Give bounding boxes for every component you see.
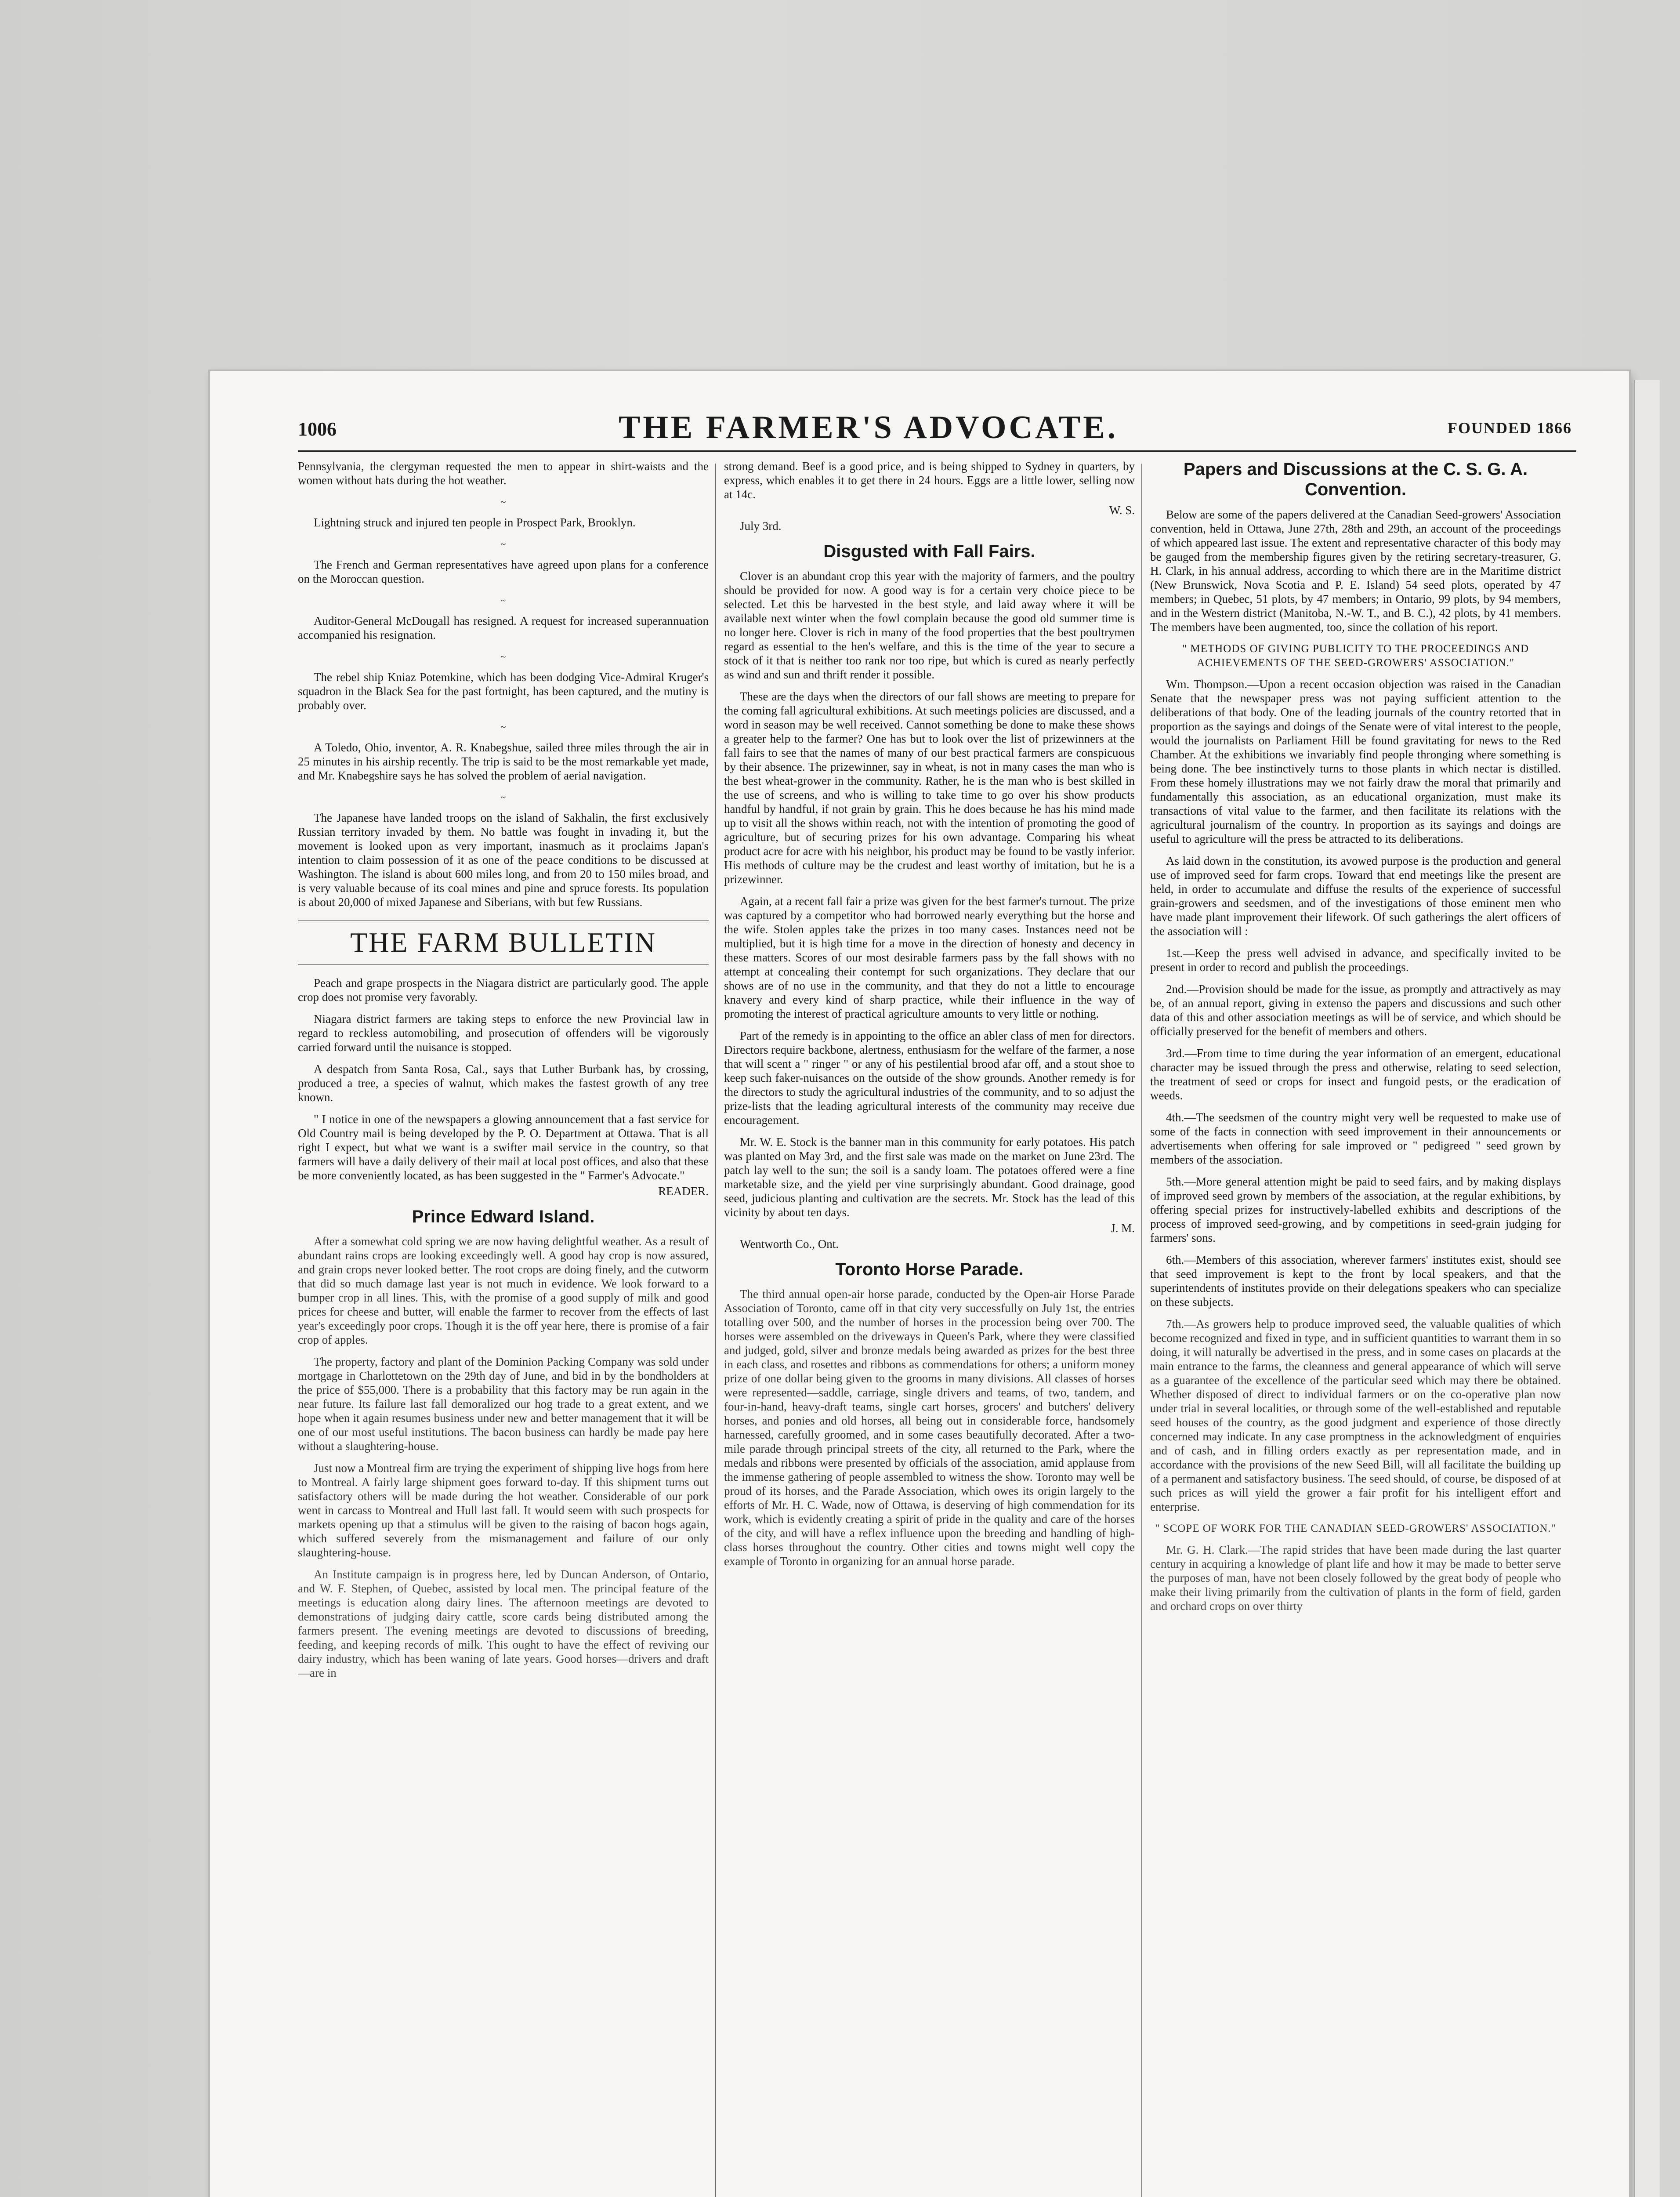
article-paragraph: 5th.—More general attention might be paid to seed fairs, and by making displays of improved seed grown by members of the association, at the regular exhibitions, by offering special prizes for instructively-labelled exhibits and descriptions of the process of improved seed-growing, and by competitions in seed-grain judging for farmers' sons. [1150,1175,1561,1244]
article-paragraph: Mr. W. E. Stock is the banner man in this community for early potatoes. His patch was planted on May 3rd, and the first sale was made on the market on June 23rd. The patch lay well to the sun; the soil is a sandy loam. The potatoes offered were a fine marketable size, and the yield per vine surprisingly abundant. Good drainage, good seed, judicious planting and cultivation are the secrets. Mr. Stock has the lead of this vicinity by about ten days. [724,1135,1135,1219]
news-item: A Toledo, Ohio, inventor, A. R. Knabegshue, sailed three miles through the air in 25 minutes in his airship recently. The trip is said to be the most remarkable yet made, and Mr. Knabegshire says he has solved the problem of aerial navigation. [298,741,709,782]
dateline: July 3rd. [740,519,782,533]
paper-title: THE FARMER'S ADVOCATE. [619,410,1119,446]
news-item: The Japanese have landed troops on the island of Sakhalin, the first exclusively Russian territory invaded by them. No battle was fought in invading it, but the movement is looked upon as very important, inasmuch as it proclaims Japan's intention to claim possession of it as one of the peace conditions to be discussed at Washington. The island is about 600 miles long, and from 20 to 150 miles broad, and is very valuable because of its coal mines and pine and spruce forests. Its population is about 20,000 of mixed Japanese and Siberians, with but few Russians. [298,811,709,909]
founded-line: FOUNDED 1866 [1448,419,1572,437]
section-heading: Prince Edward Island. [412,1207,595,1226]
article-paragraph: 2nd.—Provision should be made for the issue, as promptly and attractively as may be, of an annual report, giving in extenso the papers and discussions and such other data of this and other association meetings as will be of service, and which should be officially preserved for the benefit of members and others. [1150,982,1561,1038]
article-paragraph: 3rd.—From time to time during the year information of an emergent, educational character may be issued through the press and otherwise, relating to seed selection, the treatment of seed or crops for insect and fungoid pests, or the eradication of weeds. [1150,1047,1561,1102]
article-paragraph: The property, factory and plant of the Dominion Packing Company was sold under mortgage in Charlottetown on the 29th day of June, and bid in by the bondholders at the price of $55,000. There is a probability that this factory may be run again in the near future. Its failure last fall demoralized our hog trade to a great extent, and we hope when it again resumes business under new and better management that it will be one of our most useful institutions. The bacon business can hardly be made pay here without a slaughtering-house. [298,1355,709,1453]
signature: W. S. [1109,504,1135,517]
column-divider [1141,464,1142,2197]
article-paragraph: 6th.—Members of this association, wherever farmers' institutes exist, should see that seed improvement is kept to the front by local speakers, and that the superintendents of institutes provide on their delegations speakers who can specialize on these subjects. [1150,1253,1561,1309]
separator-mark: ~ [500,721,506,732]
paper-subheading: " METHODS OF GIVING PUBLICITY TO THE PROCEEDINGS AND ACHIEVEMENTS OF THE SEED-GROWERS' ASSOCIATION." [1182,643,1529,669]
news-item: Lightning struck and injured ten people in Prospect Park, Brooklyn. [314,516,636,529]
news-item: The French and German representatives have agreed upon plans for a conference on the Moroccan question. [298,558,709,585]
article-paragraph: 4th.—The seedsmen of the country might very well be requested to make use of some of the facts in connection with seed improvement in their announcements or advertisements when offering for sale improved or " pedigreed " seed grown by members of the association. [1150,1111,1561,1166]
article-paragraph: The third annual open-air horse parade, conducted by the Open-air Horse Parade Association of Toronto, came off in that city very successfully on July 1st, the entries totalling over 500, and the number of horses in the procession being over 700. The horses were assembled on the driveways in Queen's Park, where they were classified and judged, gold, silver and bronze medals being awarded as prizes for the best three in each class, and rosettes and ribbons as commendations for others; a uniform money prize of one dollar being given to the grooms in many divisions. All classes of horses were represented—saddle, carriage, single drivers and teams, of two, tandem, and four-in-hand, heavy-draft teams, single cart horses, grocers' and butchers' delivery horses, and ponies and old horses, all being out in considerable force, handsomely harnessed, carefully groomed, and in some cases beautifully decorated. After a two-mile parade through principal streets of the city, all returned to the Park, where the medals and ribbons were presented by officials of the association, amid applause from the immense gathering of people assembled to witness the show. Toronto may well be proud of its horses, and the Parade Association, which owes its origin largely to the efforts of Mr. H. C. Wade, now of Ottawa, is deserving of high commendation for its work, which is evidently creating a spirit of pride in the quality and care of the horses of the city, and will have a reflex influence upon the breeding and handling of high-class horses throughout the country. Other cities and towns might well copy the example of Toronto in organizing for an annual horse parade. [724,1287,1135,1568]
bulletin-item: Peach and grape prospects in the Niagara district are particularly good. The apple crop does not promise very favorably. [298,976,709,1004]
section-heading: Papers and Discussions at the C. S. G. A. Convention. [1183,460,1528,499]
news-item: The rebel ship Kniaz Potemkine, which has been dodging Vice-Admiral Kruger's squadron in the Black Sea for the past fortnight, has been captured, and the mutiny is probably over. [298,671,709,712]
article-paragraph: These are the days when the directors of our fall shows are meeting to prepare for the coming fall agricultural exhibitions. At such meetings policies are discussed, and a word in season may be well received. Cannot something be done to make these shows a greater help to the farmer? One has but to look over the list of prizewinners at the fall fairs to see that the names of many of our best practical farmers are conspicuous by their absence. The prizewinner, say in wheat, is not in many cases the man who is the best wheat-grower in the community. Rather, he is the man who is best skilled in the use of screens, and who is willing to take time to go over his show products handful by handful, if not grain by grain. This he does because he has his mind made up to visit all the shows within reach, not with the intention of promoting the good of agriculture, but of securing prizes for his own advantage. Comparing his wheat product acre for acre with his neighbor, his product may be found to be vastly inferior. His methods of culture may be the crudest and least worthy of imitation, but he is a prizewinner. [724,690,1135,886]
separator-mark: ~ [500,497,506,508]
farm-bulletin-banner: THE FARM BULLETIN [298,921,709,964]
section-heading: Disgusted with Fall Fairs. [823,542,1036,561]
article-paragraph: Part of the remedy is in appointing to the office an abler class of men for directors. Directors require backbone, alertness, enthusiasm for the welfare of the farmer, a nose that will scent a " ringer " or any of his pestilential brood afar off, and a stout shoe to keep such faker-nuisances on the outside of the show grounds. Another remedy is for the directors to study the agricultural industries of the community, and to so adjust the prize-lists that the leading agricultural interests of the community may receive due encouragement. [724,1029,1135,1127]
bulletin-item: Niagara district farmers are taking steps to enforce the new Provincial law in regard to reckless automobiling, and prosecution of offenders will be vigorously carried forward until the nuisance is stopped. [298,1012,709,1054]
paper-subheading: " SCOPE OF WORK FOR THE CANADIAN SEED-GROWERS' ASSOCIATION." [1155,1523,1556,1534]
column-1 [298,459,709,2197]
article-paragraph: Again, at a recent fall fair a prize was given for the best farmer's turnout. The prize was captured by a competitor who had borrowed nearly everything but the horse and the wife. Stolen apples take the prizes in too many cases. Instances need not be multiplied, but it is high time for a move in the direction of honesty and decency in these matters. Scores of our most desirable farmers pass by the fall shows with no attempt at concealing their contempt for such organizations. They declare that our shows are of no use in the community, and that they do not a little to encourage knavery and every kind of sharp practice, while their influence in the way of promoting the interest of practical agriculture amounts to very little or nothing. [724,895,1135,1020]
article-paragraph: After a somewhat cold spring we are now having delightful weather. As a result of abundant rains crops are looking exceedingly well. A good hay crop is now assured, and grain crops never looked better. The root crops are doing finely, and the cutworm that did so much damage last year is not much in evidence. We look forward to a bumper crop in all lines. This, with the promise of a good supply of milk and good prices for cheese and butter, will enable the farmer to recover from the effects of last year's exceedingly poor crops. Though it is the off year here, there is promise of a fair crop of apples. [298,1235,709,1346]
article-paragraph: 7th.—As growers help to produce improved seed, the valuable qualities of which become recognized and fixed in type, and in sufficient quantities to warrant them in so doing, it will naturally be advertised in the press, and in some cases on placards at the main entrance to the farms, the cleanness and general appearance of which will serve as a guarantee of the excellence of the particular seed which may there be obtained. Whether disposed of direct to individual farmers or on the co-operative plan now under trial in several localities, or through some of the well-established and reputable seed houses of the country, as the good judgment and experience of those directly concerned may indicate. In any case promptness in the acknowledgment of enquiries and of cash, and in filling orders exactly as per representation made, and in accordance with the provisions of the new Seed Bill, will all facilitate the building up of a permanent and satisfactory business. The seed should, of course, be disposed of at such prices as will yield the grower a fair profit for his intelligent effort and enterprise. [1150,1317,1561,1513]
news-item: Auditor-General McDougall has resigned. A request for increased superannuation accompanied his resignation. [298,614,709,642]
article-paragraph: Below are some of the papers delivered at the Canadian Seed-growers' Association convention, held in Ottawa, June 27th, 28th and 29th, an account of the proceedings of which appeared last issue. The extent and representative character of this body may be gauged from the membership figures given by the retiring secretary-treasurer, G. H. Clark, in his annual address, according to which there are in the Maritime district (New Brunswick, Nova Scotia and P. E. Island) 54 seed plots, operated by 47 members; in Quebec, 51 plots, by 47 members; in Ontario, 99 plots, by 94 members, and in the Western district (Manitoba, N.-W. T., and B. C.), 42 plots, by 41 members. The members have been augmented, too, since the collation of his report. [1150,508,1561,634]
column-3 [1150,459,1561,2197]
section-heading: Toronto Horse Parade. [835,1260,1024,1279]
signature: READER. [658,1185,709,1198]
masthead-rule [298,450,1576,452]
article-paragraph: strong demand. Beef is a good price, and is being shipped to Sydney in quarters, by express, which enables it to get there in 24 hours. Eggs are a little lower, selling now at 14c. [724,460,1135,501]
article-paragraph: Wm. Thompson.—Upon a recent occasion objection was raised in the Canadian Senate that the newspaper press was not paying sufficient attention to the deliberations of that body. One of the leading journals of the country retorted that in proportion as the sayings and doings of the Senate were of vital interest to the people, would the journalists on Parliament Hill be found gravitating for news to the Red Chamber. At the exhibitions we invariably find people thronging where something is being done. The bee instinctively turns to those plants in which nectar is distilled. From these homely illustrations may we not fairly draw the moral that primarily and fundamentally this association, as an educational organization, must make its transactions of vital value to the farmer, and then facilitate its relations with the agricultural journalism of the country. In proportion as its sayings and doings are useful to agriculture will the press be attracted to its deliberations. [1150,678,1561,845]
signature: J. M. [1111,1222,1135,1235]
separator-mark: ~ [500,792,506,803]
separator-mark: ~ [500,595,506,606]
dateline: Wentworth Co., Ont. [740,1237,839,1251]
news-item: Pennsylvania, the clergyman requested the men to appear in shirt-waists and the women without hats during the hot weather. [298,460,709,487]
next-page-edge [1634,380,1660,2197]
bulletin-item: " I notice in one of the newspapers a glowing announcement that a fast service for Old Country mail is being developed by the P. O. Department at Ottawa. That is all right I expect, but what we want is a swifter mail service in the country, so that farmers will have a daily delivery of their mail at local post offices, and also that these be more conveniently located, as has been suggested in the " Farmer's Advocate." [298,1113,709,1182]
article-paragraph: Mr. G. H. Clark.—The rapid strides that have been made during the last quarter century in acquiring a knowledge of plant life and how it may be made to better serve the purposes of man, have not been closely followed by the great body of people who make their living primarily from the cultivation of plants in the form of field, garden and orchard crops on over thirty [1150,1543,1561,1613]
masthead [298,409,1572,449]
newspaper-page [210,371,1629,2197]
page-number: 1006 [298,418,337,440]
separator-mark: ~ [500,539,506,550]
article-paragraph: An Institute campaign is in progress here, led by Duncan Anderson, of Ontario, and W. F. Stephen, of Quebec, assisted by local men. The principal feature of the meetings is education along dairy lines. The afternoon meetings are devoted to demonstrations of judging dairy cattle, score cards being distributed among the farmers present. The evening meetings are devoted to discussions of breeding, feeding, and keeping records of milk. This ought to have the effect of reviving our dairy industry, which has been waning of late years. Good horses—drivers and draft—are in [298,1568,709,1679]
separator-mark: ~ [500,651,506,662]
article-paragraph: As laid down in the constitution, its avowed purpose is the production and general use of improved seed for farm crops. Toward that end meetings like the present are held, in order to accumulate and diffuse the results of the experience of successful grain-growers and seedsmen, and of the investigations of those eminent men who have made plant improvement their lifework. Of such gatherings the alert officers of the association will : [1150,854,1561,938]
article-paragraph: 1st.—Keep the press well advised in advance, and specifically invited to be present in order to record and publish the proceedings. [1150,946,1561,974]
article-paragraph: Just now a Montreal firm are trying the experiment of shipping live hogs from here to Montreal. A fairly large shipment goes forward to-day. If this shipment turns out satisfactory others will be made during the hot weather. Considerable of our pork went in carcass to Montreal and Hull last fall. It would seem with such prospects for markets opening up that a stimulus will be given to the raising of bacon hogs again, which suffered severely from the mismanagement and failure of our only slaughtering-house. [298,1461,709,1559]
column-2 [724,459,1135,2197]
bulletin-item: A despatch from Santa Rosa, Cal., says that Luther Burbank has, by crossing, produced a tree, a species of walnut, which makes the fastest growth of any tree known. [298,1062,709,1104]
column-divider [715,464,716,2197]
article-paragraph: Clover is an abundant crop this year with the majority of farmers, and the poultry should be provided for now. A good way is for a certain very choice piece to be selected. Let this be harvested in the best style, and laid away where it will be available next winter when the fowl complain because the good old summer time is no longer here. Clover is rich in many of the food properties that the best poultrymen regard as essential to the hen's welfare, and this is the time of the year to secure a stock of it that is neither too rank nor too ripe, but which is cured as nearly perfectly as wind and sun and thrift render it possible. [724,569,1135,681]
